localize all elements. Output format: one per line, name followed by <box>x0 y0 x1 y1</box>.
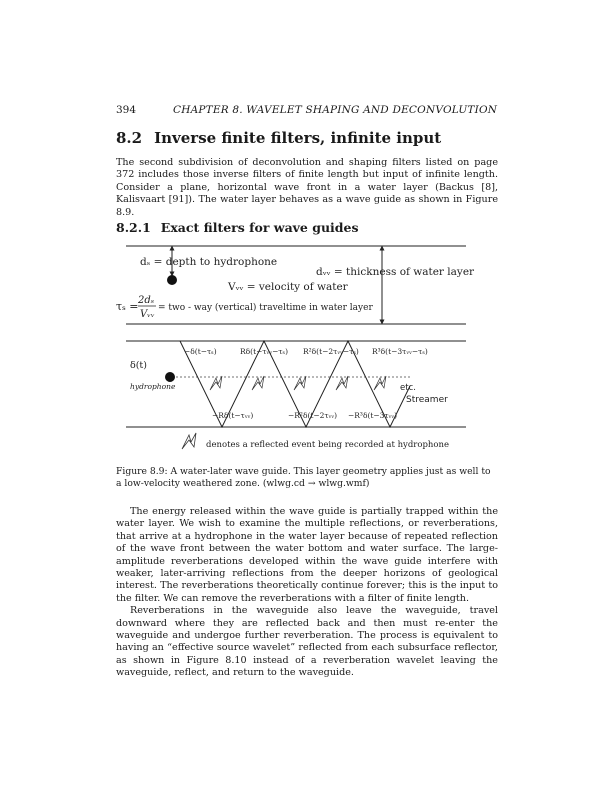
bottom-event-1: −Rδ(t−τᵥᵥ) <box>212 411 254 420</box>
body-paragraph-1: The energy released within the wave guide is partially trapped within the water layer. We wish to examine the multiple reflections, or reverberations, that arrive at a hydrophone in the water layer because of repeated reflection of the wave front between the water bottom and water surface. The large-amplitude reverberations developed within the wave guide interfere with weaker, later-arriving reflections from the deeper horizons of geological interest. The reverberations theoretically continue forever; this is the input to the filter. We can remove the reverberations with a filter of finite length. <box>116 506 498 604</box>
section-number: 8.2 <box>116 129 143 147</box>
bottom-event-3: −R³δ(t−3τᵥᵥ) <box>348 411 398 420</box>
ts-lhs: τₛ = <box>116 300 139 313</box>
reflected-event-glyph <box>210 376 222 390</box>
hydrophone-label: hydrophone <box>130 382 176 391</box>
top-event-1: −δ(t−τₛ) <box>184 347 217 356</box>
reflected-event-glyph <box>252 376 264 390</box>
reflected-event-glyph <box>336 376 348 390</box>
subsection-title: Exact filters for wave guides <box>160 220 359 235</box>
waveguide-figure <box>110 238 510 460</box>
legend-text: denotes a reflected event being recorded at hydrophone <box>206 440 450 450</box>
reflected-event-glyph <box>374 376 386 390</box>
chapter-title: CHAPTER 8. WAVELET SHAPING AND DECONVOLUTION <box>173 104 498 116</box>
section-title: Inverse finite filters, infinite input <box>154 129 442 147</box>
top-event-4: R³δ(t−3τᵥᵥ−τₛ) <box>372 347 428 356</box>
delta-label: δ(t) <box>130 360 147 371</box>
ts-numerator: 2dₛ <box>138 295 155 306</box>
ts-definition: = two - way (vertical) traveltime in water layer <box>158 303 373 313</box>
intro-paragraph <box>116 157 498 219</box>
body-text <box>116 506 498 680</box>
page-number: 394 <box>116 104 137 116</box>
reflected-event-glyph <box>294 376 306 390</box>
etc-label: etc. <box>400 383 416 393</box>
subsection-number: 8.2.1 <box>116 220 151 235</box>
running-header <box>0 104 612 118</box>
ts-denominator: Vᵥᵥ <box>140 309 155 320</box>
hydrophone-dot <box>165 372 175 382</box>
hydrophone-dot-top <box>167 275 177 285</box>
intro-text: The second subdivision of deconvolution and shaping filters listed on page 372 includes those inverse filters of finite length but input of infinite length. Consider a plane, horizontal wave front in a water layer (Backus [8], Kalisvaart [91]). The water layer behaves as a wave guide as shown in Figure 8.9. <box>116 157 498 218</box>
ds-label: dₛ = depth to hydrophone <box>140 256 278 268</box>
body-paragraph-2: Reverberations in the waveguide also leave the waveguide, travel downward where they are reflected back and then must re-enter the waveguide and undergoe further reverberation. The process is equivalent to having an “effective source wavelet” reflected from each subsurface reflector, as shown in Figure 8.10 instead of a reverberation wavelet leaving the waveguide, reflect, and return to the waveguide. <box>116 605 498 679</box>
vw-label: Vᵥᵥ = velocity of water <box>228 281 348 293</box>
top-event-3: R²δ(t−2τᵥᵥ−τₛ) <box>303 347 359 356</box>
streamer-label: Streamer <box>406 395 448 405</box>
bottom-event-2: −R²δ(t−2τᵥᵥ) <box>288 411 338 420</box>
figure-caption: Figure 8.9: A water-later wave guide. This layer geometry applies just as well to a low-velocity weathered zone. (wlwg.cd → wlwg.wmf) <box>116 466 491 489</box>
subsection-heading <box>116 220 359 235</box>
section-heading <box>116 129 441 147</box>
top-event-2: Rδ(t−τᵥᵥ−τₛ) <box>240 347 289 356</box>
legend-glyph <box>182 433 196 449</box>
dw-label: dᵥᵥ = thickness of water layer <box>316 266 475 278</box>
